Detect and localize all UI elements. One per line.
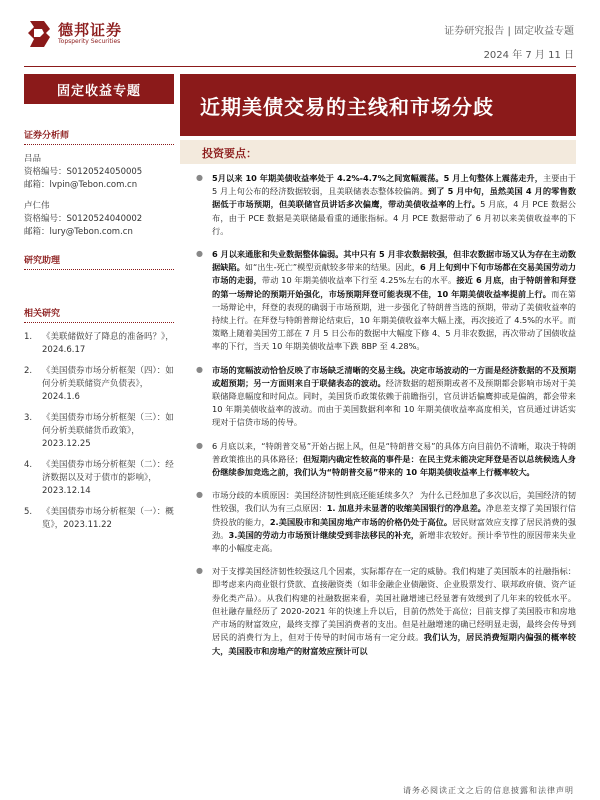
emphasis-text: 接近 6 月底，由于特朗普和拜登的第一场辩论的预期开始强化，市场预期拜登可能表现不佳，10 年期美债收益率提前上行。 (212, 275, 576, 299)
related-heading: 相关研究 (24, 306, 174, 323)
analyst-reg: 资格编号：S0120524040002 (24, 214, 143, 224)
report-date: 2024 年 7 月 11 日 (483, 50, 574, 61)
bullet-icon: ● (196, 566, 203, 576)
related-item-text: 《美国债券市场分析框架（三）：如何分析美联储货币政策》，2023.12.25 (42, 413, 174, 449)
related-item[interactable] (24, 459, 174, 498)
bullet-icon: ● (196, 173, 203, 182)
related-item-number: 3. (24, 413, 33, 423)
analyst-heading: 证券分析师 (24, 128, 174, 145)
analyst-block (24, 200, 174, 239)
key-point-paragraph (196, 440, 576, 480)
emphasis-text: 但短期内确定性较高的事件是：在民主党未能决定拜登是否以总统候选人身份继续参加竞选之前，我们认为“特朗普交易”带来的 10 年期美债收益率上行概率较大。 (212, 453, 576, 478)
page-header (0, 0, 600, 66)
body-text: 主要由于 5 月上旬公布的经济数据较弱，且美联储表态整体较偏鸽。 (212, 173, 576, 197)
emphasis-text: 3.美国的劳动力市场预计继续受到非法移民的补充， (228, 529, 420, 540)
report-type: 证券研究报告 | 固定收益专题 (444, 26, 574, 37)
company-logo: 德邦证券 Topsperity Securities (24, 14, 174, 54)
footer-disclaimer: 请务必阅读正文之后的信息披露和法律声明 (403, 786, 574, 795)
emphasis-text: 市场的宽幅波动恰恰反映了市场缺乏清晰的交易主线。决定市场波动的一方面是经济数据的不及预期或超预期；另一方面则来自于联储表态的波动。 (212, 364, 576, 388)
body-text: 如“出生-死亡”模型贡献较多带来的结果。因此， (244, 262, 421, 273)
bullet-icon: ● (196, 490, 203, 500)
body-text: 带动 10 年期美债收益率下行至 4.25%左右的水平。 (261, 275, 457, 286)
emphasis-text: 6 月上旬到中下旬市场都在交易美国劳动力市场的走弱， (212, 262, 576, 286)
related-item-text: 《美国债券市场分析框架（四）：如何分析美联储资产负债表》，2024.1.6 (42, 366, 174, 402)
bullet-icon: ● (196, 249, 203, 259)
paragraph-text (212, 248, 576, 354)
body-text: 净息差支撑了美国银行信贷投放的能力， (212, 503, 576, 527)
analyst-email[interactable]: 邮箱：lury@Tebon.com.cn (24, 227, 133, 237)
key-point-paragraph (196, 565, 576, 657)
analyst-reg: 资格编号：S0120524050005 (24, 167, 143, 177)
body-text: 而在第一场辩论中，拜登的表现的确弱于市场预期，进一步强化了特朗普当选的预期，带动了美债收益率的持续上行。在拜登与特朗普辩论结束后，10 年期美债收益率大幅上涨，再次接近了 4.5%的水平。而策略上随着美国劳工部在 7 月 5 日公布的数据中大幅度下修 4、5 月非农数据，再次带动了国债收益率的下行，当天 10 年期美债收益率下跌 8BP 至 4.28%。 (212, 288, 576, 352)
emphasis-text: 5月以来 10 年期美债收益率处于 4.2%-4.7%之间宽幅震荡。5 月上旬整体上震荡走升， (212, 173, 544, 183)
analyst-name: 吕品 (24, 154, 42, 164)
related-item-number: 5. (24, 507, 33, 517)
related-list (24, 331, 174, 532)
related-item-number: 1. (24, 332, 33, 342)
key-points-label: 投资要点： (202, 147, 257, 160)
key-point-paragraph (196, 489, 576, 555)
related-item-text: 《美联储做好了降息的准备吗？》，2024.6.17 (42, 332, 174, 355)
body-text: 对于支撑美国经济韧性较强这几个因素，实际都存在一定的威胁。我们构建了美国版本的社融指标：即考虑来内商业银行贷款、直接融资类（如非金融企业债融资、企业股票发行、联邦政府债、资产证券化类产品）。从我们构建的社融数据来看，美国社融增速已经显著有效缓到了几年来的较低水平。但社融存量经历了 2020-2021 年的快速上升以后，目前仍然处于高位；目前支撑了美国股市和房地产市场的财富效应，最终支撑了美国消费者的支出。但是社融增速的确已经明显走弱，最终会传导到居民的消费行为上，但对于传导的时间市场有一定分歧。 (212, 566, 576, 643)
related-item[interactable] (24, 365, 174, 404)
category-banner: 固定收益专题 (24, 74, 174, 104)
emphasis-text: 6 月以来通胀和失业数据整体偏弱。其中只有 5 月非农数据较强，但非农数据市场又认为存在主动数据缺陷。 (212, 249, 576, 273)
logo-mark-icon (24, 19, 52, 49)
emphasis-text: 2.美国股市和美国房地产市场的价格仍处于高位。 (269, 516, 453, 527)
paragraph-text (212, 172, 576, 238)
related-item-text: 《美国债券市场分析框架（二）：经济数据以及对于债市的影响》，2023.12.14 (42, 460, 174, 496)
main-content (196, 172, 576, 668)
key-point-paragraph (196, 172, 576, 238)
analyst-block (24, 153, 174, 192)
paragraph-text (212, 565, 576, 657)
related-item[interactable] (24, 331, 174, 357)
related-item[interactable] (24, 506, 174, 532)
key-points-bar (180, 140, 576, 164)
analyst-email[interactable]: 邮箱：lvpin@Tebon.com.cn (24, 180, 138, 190)
assistant-heading: 研究助理 (24, 253, 174, 270)
body-text: 居民财富效应支撑了居民消费的强劲。 (212, 516, 576, 540)
header-divider (24, 66, 576, 67)
emphasis-text: 到了 5 月中旬，虽然美国 4 月的零售数据低于市场预期，但美联储官员讲话多次偏鹰，带动美债收益率的上行。 (212, 186, 577, 210)
analyst-name: 卢仁伟 (24, 201, 50, 211)
key-point-paragraph (196, 248, 576, 354)
body-text: 5 月底，4 月 PCE 数据公布，由于 PCE 数据是美联储最看重的通胀指标。4 月 PCE 数据带动了 6 月初以来美债收益率的下行。 (212, 199, 576, 236)
related-item[interactable] (24, 412, 174, 451)
body-text: 市场分歧的本质原因：美国经济韧性到底还能延续多久？ 为什么已经加息了多次以后，美国经济的韧性较强，我们认为有三点原因： (212, 490, 576, 514)
related-item-number: 4. (24, 460, 33, 470)
related-item-number: 2. (24, 366, 33, 376)
bullet-icon: ● (196, 364, 203, 374)
paragraph-text (212, 364, 576, 430)
paragraph-text (212, 489, 576, 555)
report-title: 近期美债交易的主线和市场分歧 (180, 74, 576, 136)
body-text: 6 月底以来，“特朗普交易”开始占据上风，但是“特朗普交易”的具体方向目前仍不清晰，取决于特朗普政策推出的具体路径； (212, 440, 576, 464)
sidebar (24, 118, 174, 532)
body-text: 新增非农较好。预计季节性的原因带来失业率的小幅度走高。 (212, 529, 576, 554)
bullet-icon: ● (196, 440, 203, 450)
body-text: 经济数据的超预期或者不及预期都会影响市场对于美联储降息幅度和时间点。同时，美国货币政策依赖于前瞻指引，官员讲话偏鹰抑或是偏鸽，都会带来 10 年期美债收益率的波动。而由于美国数据利率和 10 年期美债收益率高度相关，官员通过讲话实现对于信贷市场的传导。 (212, 377, 576, 428)
key-point-paragraph (196, 364, 576, 430)
paragraph-text (212, 440, 576, 480)
related-item-text: 《美国债券市场分析框架（一）：概览》，2023.11.22 (42, 507, 174, 530)
emphasis-text: 1. 加息并未显著的收缩美国银行的净息差。 (326, 503, 486, 514)
emphasis-text: 我们认为，居民消费短期内偏强的概率较大，美国股市和房地产的财富效应预计可以 (212, 632, 576, 656)
